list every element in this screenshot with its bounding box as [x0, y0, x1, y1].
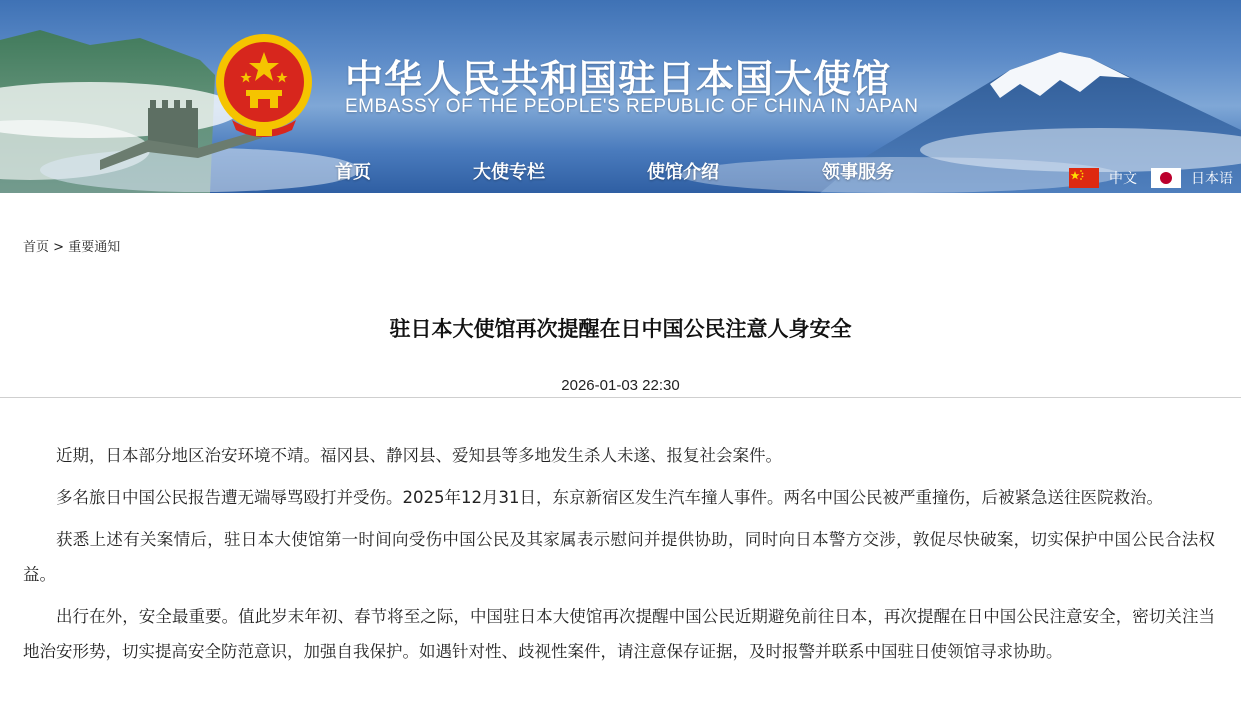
header-banner	[0, 0, 1241, 193]
breadcrumb-home[interactable]: 首页	[23, 240, 50, 255]
japan-flag-icon	[1151, 168, 1181, 188]
main-navigation	[0, 158, 1241, 184]
nav-embassy-introduction[interactable]: 使馆介绍	[647, 162, 719, 183]
nav-consular-services[interactable]: 领事服务	[822, 162, 894, 183]
site-title: 中华人民共和国驻日本国大使馆	[345, 57, 892, 101]
nav-ambassador-column[interactable]: 大使专栏	[473, 162, 545, 183]
language-chinese-label: 中文	[1109, 171, 1137, 187]
divider	[0, 397, 1241, 398]
article-title: 驻日本大使馆再次提醒在日中国公民注意人身安全	[389, 317, 852, 341]
article-paragraph: 近期，日本部分地区治安环境不靖。福冈县、静冈县、爱知县等多地发生杀人未遂、报复社会案件。	[56, 446, 782, 465]
language-japanese[interactable]	[1151, 168, 1233, 188]
article-paragraph: 出行在外，安全最重要。值此岁末年初、春节将至之际，中国驻日本大使馆再次提醒中国公民近期避免前往日本，再次提醒在日中国公民注意安全，密切关注当地治安形势，切实提高安全防范意识，加强自我保护。如遇针对性、歧视性案件，请注意保存证据，及时报警并联系中国驻日使领馆寻求协助。	[23, 607, 1215, 661]
national-emblem-icon	[212, 30, 316, 138]
article-paragraph: 多名旅日中国公民报告遭无端辱骂殴打并受伤。2025年12月31日，东京新宿区发生汽车撞人事件。两名中国公民被严重撞伤，后被紧急送往医院救治。	[56, 488, 1163, 507]
language-chinese[interactable]	[1069, 168, 1137, 188]
nav-home[interactable]: 首页	[335, 162, 371, 183]
language-japanese-label: 日本语	[1191, 171, 1233, 187]
article-paragraph: 获悉上述有关案情后，驻日本大使馆第一时间向受伤中国公民及其家属表示慰问并提供协助，同时向日本警方交涉，敦促尽快破案，切实保护中国公民合法权益。	[23, 530, 1215, 584]
breadcrumb-current[interactable]: 重要通知	[68, 240, 121, 255]
breadcrumb-separator: >	[53, 240, 65, 255]
article-date: 2026-01-03 22:30	[561, 377, 680, 394]
site-title-english: EMBASSY OF THE PEOPLE'S REPUBLIC OF CHINA IN JAPAN	[345, 96, 919, 117]
breadcrumb	[23, 236, 120, 255]
china-flag-icon	[1069, 168, 1099, 188]
article-body	[23, 438, 1215, 676]
